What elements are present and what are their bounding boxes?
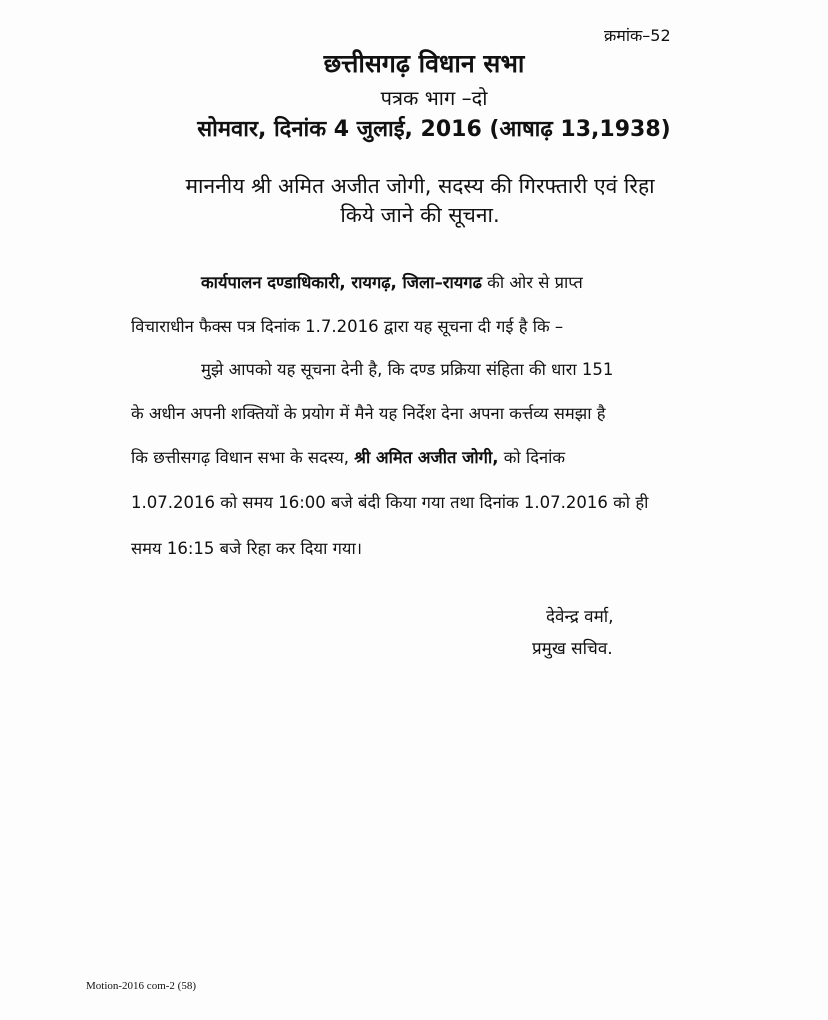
paragraph-2-line-4: 1.07.2016 को समय 16:00 बजे बंदी किया गया तथा दिनांक 1.07.2016 को ही bbox=[131, 493, 649, 512]
signatory-designation: प्रमुख सचिव. bbox=[532, 639, 613, 659]
paragraph-2-line-2: के अधीन अपनी शक्तियों के प्रयोग में मैने यह निर्देश देना अपना कर्त्तव्य समझा है bbox=[131, 404, 606, 423]
paragraph-2-line-5: समय 16:15 बजे रिहा कर दिया गया। bbox=[131, 539, 363, 558]
paragraph-1-line-2: विचाराधीन फैक्स पत्र दिनांक 1.7.2016 द्वारा यह सूचना दी गई है कि – bbox=[131, 317, 564, 336]
issuing-authority: कार्यपालन दण्डाधिकारी, रायगढ़, जिला–रायगढ bbox=[201, 273, 482, 292]
paragraph-2-text-post: को दिनांक bbox=[498, 448, 566, 467]
member-name: श्री अमित अजीत जोगी, bbox=[354, 448, 499, 467]
paragraph-1-line-1 bbox=[201, 270, 583, 293]
serial-number: क्रमांक–52 bbox=[604, 26, 671, 45]
paragraph-2-line-3 bbox=[131, 445, 565, 468]
subject-line-2: किये जाने की सूचना. bbox=[340, 203, 500, 227]
paragraph-2-line-1: मुझे आपको यह सूचना देनी है, कि दण्ड प्रक्रिया संहिता की धारा 151 bbox=[201, 360, 614, 379]
paragraph-1-text: की ओर से प्राप्त bbox=[481, 273, 583, 292]
date-line: सोमवार, दिनांक 4 जुलाई, 2016 (आषाढ़ 13,1938) bbox=[197, 117, 671, 142]
footer-reference: Motion-2016 com-2 (58) bbox=[86, 980, 196, 992]
subject-line-1: माननीय श्री अमित अजीत जोगी, सदस्य की गिरफ्तारी एवं रिहा bbox=[185, 174, 655, 198]
bulletin-part: पत्रक भाग –दो bbox=[380, 86, 488, 110]
paragraph-2-text-pre: कि छत्तीसगढ़ विधान सभा के सदस्य, bbox=[131, 448, 355, 467]
signatory-name: देवेन्द्र वर्मा, bbox=[546, 607, 614, 627]
assembly-title: छत्तीसगढ़ विधान सभा bbox=[323, 49, 525, 78]
